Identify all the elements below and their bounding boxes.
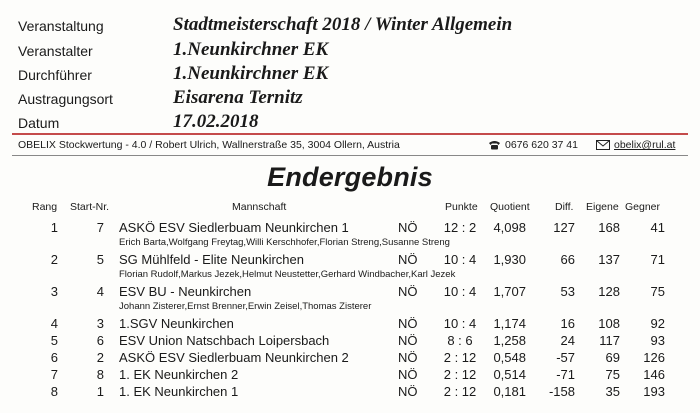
cell-rang: 2 [50, 252, 58, 267]
info-label: Austragungsort [18, 91, 113, 107]
col-header-gegner: Gegner [625, 201, 661, 213]
cell-team: ESV Union Natschbach Loipersbach [119, 333, 330, 348]
cell-region: NÖ [398, 333, 418, 348]
col-header-punkte: Punkte [445, 201, 478, 213]
cell-rang: 1 [50, 220, 58, 235]
cell-team: ESV BU - Neunkirchen [119, 284, 252, 299]
cell-punkte: 8 : 6 [447, 333, 473, 348]
cell-quotient: 1,930 [493, 252, 526, 267]
mail-icon [596, 140, 610, 150]
cell-start-nr: 2 [96, 350, 104, 365]
email-link[interactable]: obelix@rul.at [614, 139, 676, 151]
cell-diff: -158 [548, 384, 575, 399]
cell-team: 1. EK Neunkirchen 2 [119, 367, 239, 382]
cell-eigene: 108 [598, 316, 620, 331]
page-title: Endergebnis [267, 162, 433, 192]
cell-team: SG Mühlfeld - Elite Neunkirchen [119, 252, 304, 267]
cell-rang: 8 [50, 384, 58, 399]
col-header-mannschaft: Mannschaft [232, 201, 287, 213]
info-value: Stadtmeisterschaft 2018 / Winter Allgemein [173, 14, 513, 35]
header-divider [12, 133, 688, 135]
info-label: Veranstalter [18, 43, 93, 59]
cell-team: 1.SGV Neunkirchen [119, 316, 234, 331]
cell-eigene: 128 [598, 284, 620, 299]
cell-rang: 3 [50, 284, 58, 299]
cell-punkte: 2 : 12 [443, 350, 477, 365]
footer-divider [12, 155, 688, 156]
info-value: 1.Neunkirchner EK [173, 39, 329, 60]
cell-rang: 4 [50, 316, 58, 331]
cell-start-nr: 4 [96, 284, 104, 299]
cell-punkte: 10 : 4 [443, 316, 477, 331]
cell-diff: 16 [560, 316, 575, 331]
cell-gegner: 93 [650, 333, 665, 348]
cell-start-nr: 5 [96, 252, 104, 267]
cell-eigene: 137 [598, 252, 620, 267]
cell-punkte: 10 : 4 [443, 252, 477, 267]
cell-diff: 127 [553, 220, 575, 235]
cell-eigene: 75 [605, 367, 620, 382]
cell-punkte: 2 : 12 [443, 367, 477, 382]
cell-quotient: 1,174 [493, 316, 526, 331]
info-label: Veranstaltung [18, 18, 104, 34]
cell-eigene: 168 [598, 220, 620, 235]
cell-gegner: 71 [650, 252, 665, 267]
col-header-startnr: Start-Nr. [70, 201, 110, 213]
email-contact [596, 139, 675, 151]
cell-rang: 5 [50, 333, 58, 348]
cell-region: NÖ [398, 252, 418, 267]
cell-gegner: 193 [643, 384, 665, 399]
cell-gegner: 146 [643, 367, 665, 382]
cell-punkte: 2 : 12 [443, 384, 477, 399]
cell-rang: 7 [50, 367, 58, 382]
info-value: Eisarena Ternitz [173, 87, 303, 108]
cell-gegner: 126 [643, 350, 665, 365]
cell-quotient: 1,707 [493, 284, 526, 299]
cell-quotient: 0,514 [493, 367, 526, 382]
cell-diff: 24 [560, 333, 575, 348]
team-members: Johann Zisterer,Ernst Brenner,Erwin Zeisel,Thomas Zisterer [119, 301, 372, 312]
cell-start-nr: 8 [96, 367, 104, 382]
cell-rang: 6 [50, 350, 58, 365]
cell-diff: 53 [560, 284, 575, 299]
info-label: Durchführer [18, 67, 92, 83]
software-credit: OBELIX Stockwertung - 4.0 / Robert Ulrich, Wallnerstraße 35, 3004 Ollern, Austria [18, 139, 400, 151]
cell-quotient: 0,181 [493, 384, 526, 399]
cell-punkte: 12 : 2 [443, 220, 477, 235]
col-header-diff: Diff. [555, 201, 574, 213]
cell-gegner: 41 [650, 220, 665, 235]
info-value: 1.Neunkirchner EK [173, 63, 329, 84]
phone-number: 0676 620 37 41 [505, 139, 578, 151]
phone-icon [488, 140, 501, 150]
cell-gegner: 75 [650, 284, 665, 299]
info-value: 17.02.2018 [173, 111, 259, 132]
cell-eigene: 35 [605, 384, 620, 399]
cell-quotient: 0,548 [493, 350, 526, 365]
cell-region: NÖ [398, 220, 418, 235]
cell-eigene: 69 [605, 350, 620, 365]
team-members: Erich Barta,Wolfgang Freytag,Willi Kerschhofer,Florian Streng,Susanne Streng [119, 237, 450, 248]
cell-region: NÖ [398, 284, 418, 299]
cell-start-nr: 6 [96, 333, 104, 348]
cell-diff: -57 [556, 350, 575, 365]
cell-region: NÖ [398, 316, 418, 331]
cell-team: ASKÖ ESV Siedlerbuam Neunkirchen 2 [119, 350, 349, 365]
cell-start-nr: 7 [96, 220, 104, 235]
cell-team: ASKÖ ESV Siedlerbuam Neunkirchen 1 [119, 220, 349, 235]
cell-quotient: 1,258 [493, 333, 526, 348]
col-header-quotient: Quotient [490, 201, 530, 213]
cell-region: NÖ [398, 350, 418, 365]
cell-quotient: 4,098 [493, 220, 526, 235]
cell-eigene: 117 [599, 333, 620, 348]
cell-punkte: 10 : 4 [443, 284, 477, 299]
cell-diff: 66 [560, 252, 575, 267]
cell-diff: -71 [556, 367, 575, 382]
cell-team: 1. EK Neunkirchen 1 [119, 384, 239, 399]
cell-start-nr: 1 [96, 384, 104, 399]
info-label: Datum [18, 115, 60, 131]
team-members: Florian Rudolf,Markus Jezek,Helmut Neustetter,Gerhard Windbacher,Karl Jezek [119, 269, 456, 280]
cell-region: NÖ [398, 367, 418, 382]
cell-region: NÖ [398, 384, 418, 399]
cell-start-nr: 3 [96, 316, 104, 331]
phone-contact [488, 139, 578, 151]
col-header-eigene: Eigene [586, 201, 619, 213]
cell-gegner: 92 [650, 316, 665, 331]
col-header-rang: Rang [32, 201, 58, 213]
